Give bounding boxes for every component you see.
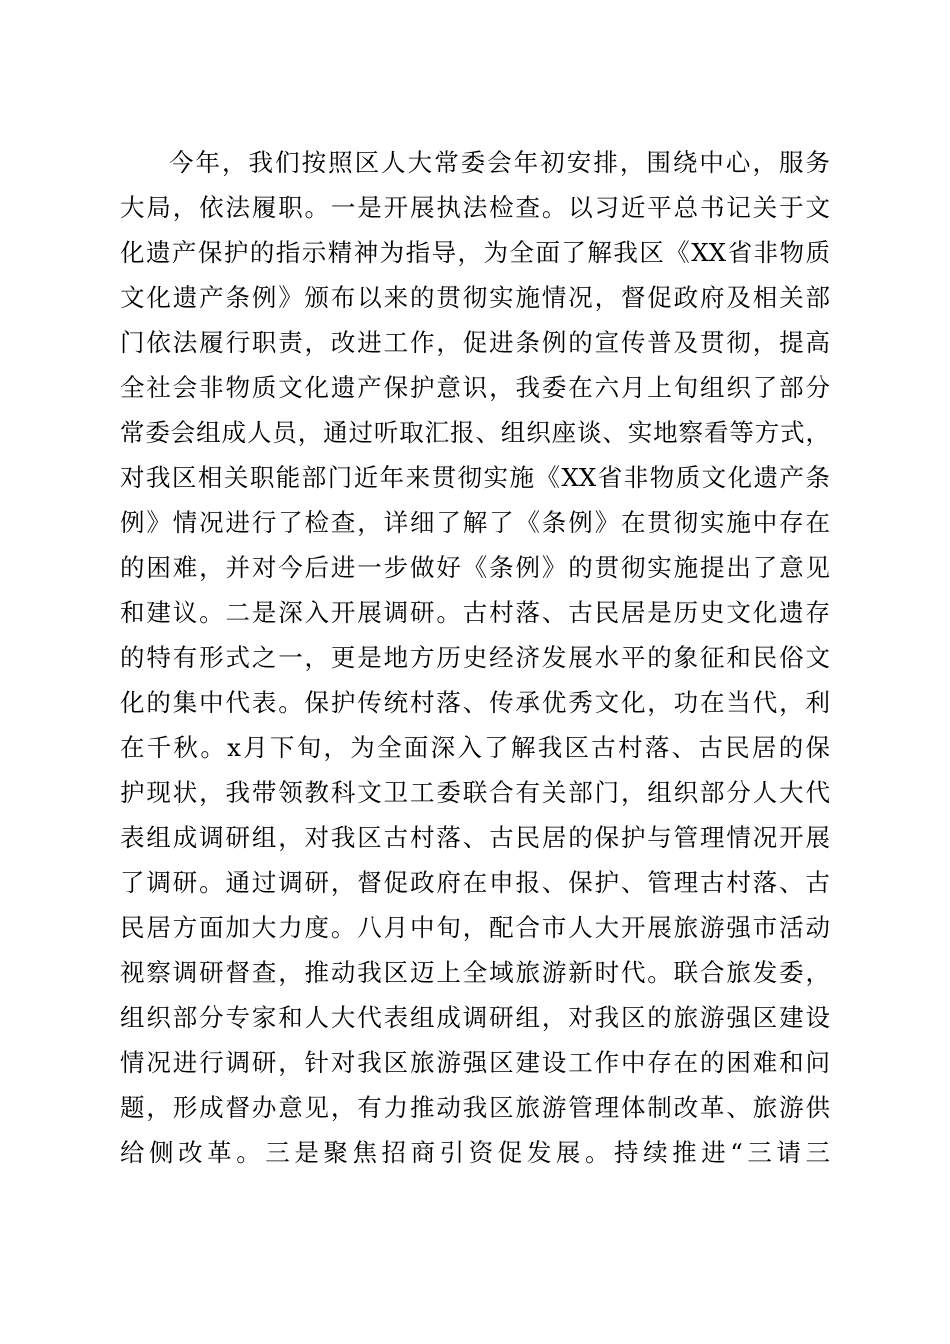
text-line: 情况进行调研，针对我区旅游强区建设工作中存在的困难和问 [120, 1048, 830, 1077]
text-line: 的特有形式之一，更是地方历史经济发展水平的象征和民俗文 [120, 643, 830, 672]
text-line: 对我区相关职能部门近年来贯彻实施《XX省非物质文化遗产条 [120, 463, 830, 492]
text-line: 化的集中代表。保护传统村落、传承优秀文化，功在当代，利 [120, 688, 830, 717]
text-line: 在千秋。x月下旬，为全面深入了解我区古村落、古民居的保 [120, 733, 830, 762]
text-line: 化遗产保护的指示精神为指导，为全面了解我区《XX省非物质 [120, 238, 830, 267]
text-line: 了调研。通过调研，督促政府在申报、保护、管理古村落、古 [120, 868, 830, 897]
text-line: 民居方面加大力度。八月中旬，配合市人大开展旅游强市活动 [120, 913, 830, 942]
text-line: 视察调研督查，推动我区迈上全域旅游新时代。联合旅发委， [120, 958, 830, 987]
text-line: 组织部分专家和人大代表组成调研组，对我区的旅游强区建设 [120, 1003, 830, 1032]
text-line: 今年，我们按照区人大常委会年初安排，围绕中心，服务 [169, 148, 830, 177]
text-line: 表组成调研组，对我区古村落、古民居的保护与管理情况开展 [120, 823, 830, 852]
text-line: 文化遗产条例》颁布以来的贯彻实施情况，督促政府及相关部 [120, 283, 830, 312]
text-line: 给侧改革。三是聚焦招商引资促发展。持续推进“三请三 [120, 1138, 830, 1167]
body-paragraph [120, 140, 830, 1175]
text-line: 题，形成督办意见，有力推动我区旅游管理体制改革、旅游供 [120, 1093, 830, 1122]
text-line: 常委会组成人员，通过听取汇报、组织座谈、实地察看等方式， [120, 418, 830, 447]
text-line: 护现状，我带领教科文卫工委联合有关部门，组织部分人大代 [120, 778, 830, 807]
text-line: 门依法履行职责，改进工作，促进条例的宣传普及贯彻，提高 [120, 328, 830, 357]
text-line: 的困难，并对今后进一步做好《条例》的贯彻实施提出了意见 [120, 553, 830, 582]
text-line: 和建议。二是深入开展调研。古村落、古民居是历史文化遗存 [120, 598, 830, 627]
text-line: 全社会非物质文化遗产保护意识，我委在六月上旬组织了部分 [120, 373, 830, 402]
text-line: 大局，依法履职。一是开展执法检查。以习近平总书记关于文 [120, 193, 830, 222]
text-line: 例》情况进行了检查，详细了解了《条例》在贯彻实施中存在 [120, 508, 830, 537]
